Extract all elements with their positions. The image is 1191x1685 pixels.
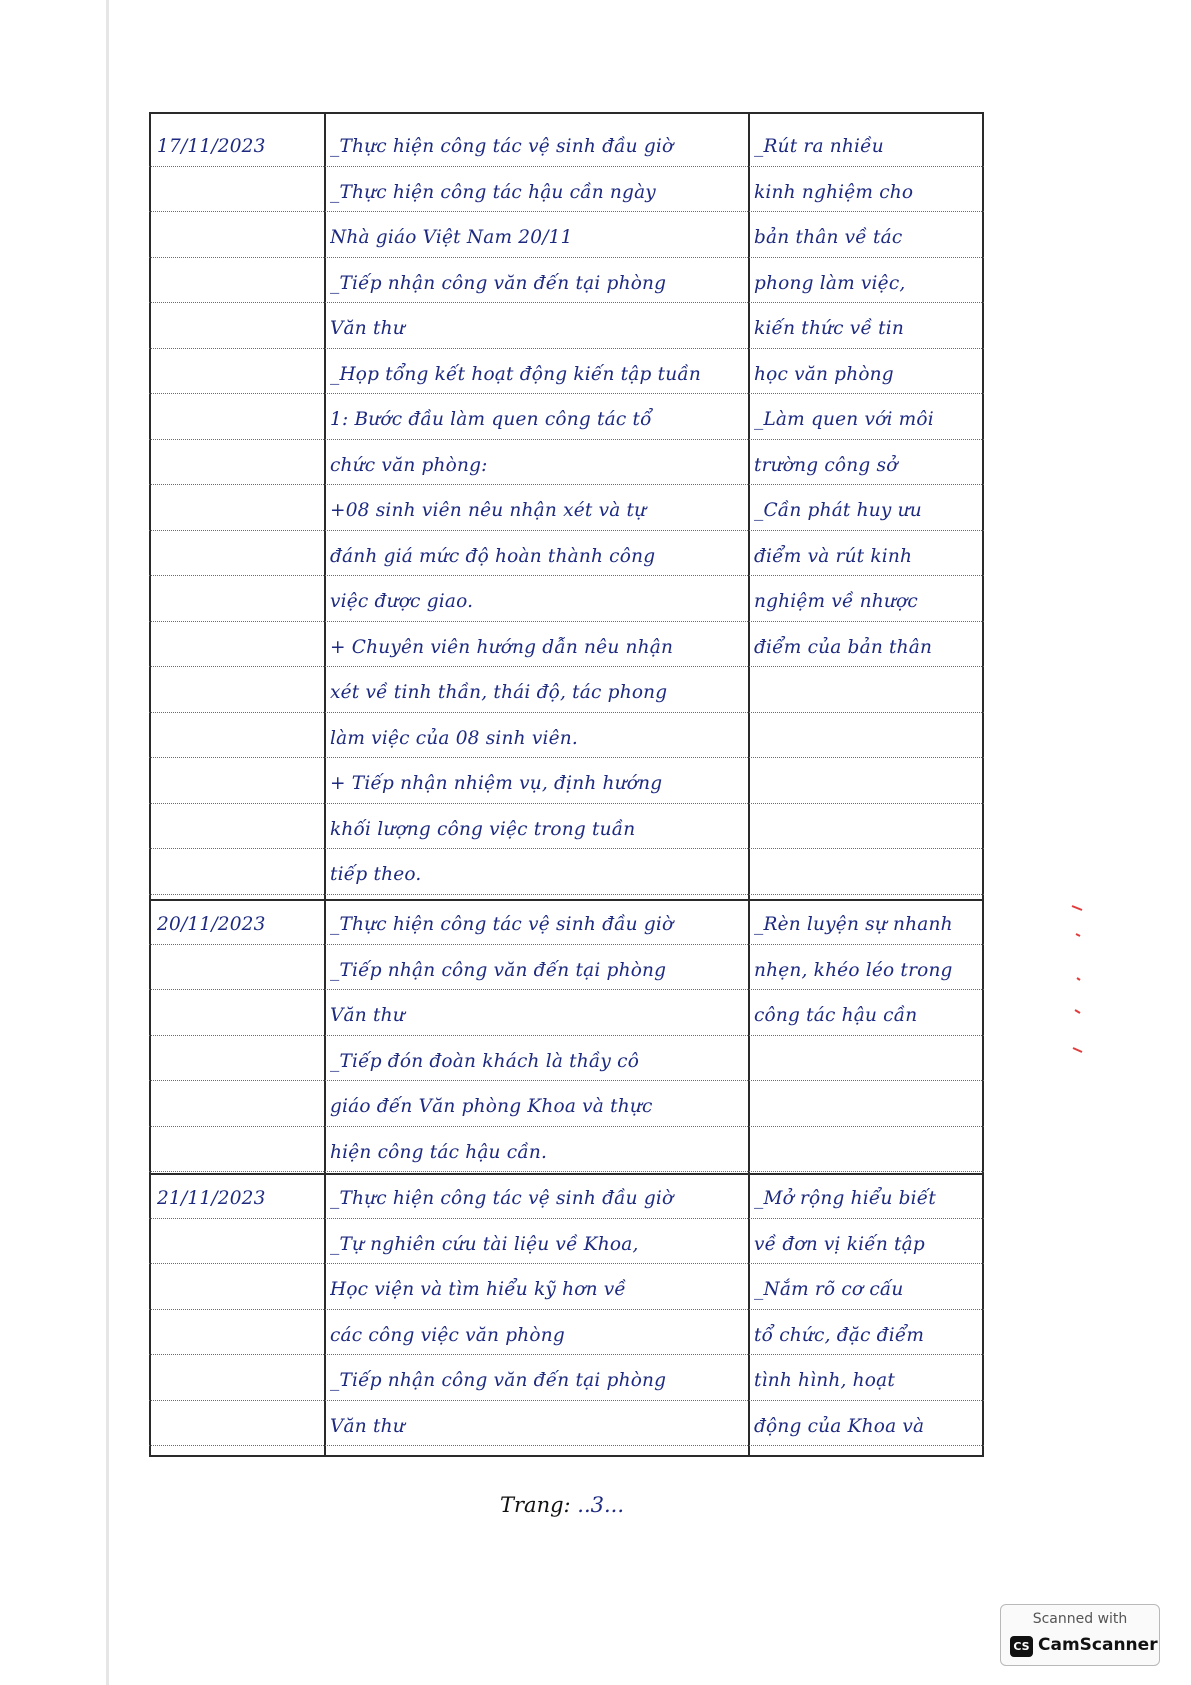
entry-activities: _Thực hiện công tác vệ sinh đầu giờ _Tự nghiên cứu tài liệu về Khoa, Học viện và tìm hiểu kỹ hơn về các công việc văn phòng _Tiếp nhận công văn đến tại phòng Văn thư bbox=[330, 1188, 674, 1437]
column-divider-date bbox=[324, 114, 326, 1455]
journal-table bbox=[149, 112, 984, 1457]
page-label: Trang: bbox=[500, 1493, 571, 1517]
table-border-right bbox=[982, 114, 984, 1455]
camscanner-badge bbox=[1000, 1604, 1160, 1666]
entry-results: _Rèn luyện sự nhanh nhẹn, khéo léo trong công tác hậu cần bbox=[754, 914, 953, 1026]
entry-date: 20/11/2023 bbox=[157, 914, 266, 935]
entry-date: 17/11/2023 bbox=[157, 136, 266, 157]
page-number bbox=[500, 1493, 700, 1517]
entry-results: _Mở rộng hiểu biết về đơn vị kiến tập _Nắm rõ cơ cấu tổ chức, đặc điểm tình hình, hoạt động của Khoa và bbox=[754, 1188, 937, 1437]
page-number-value: ..3... bbox=[577, 1493, 625, 1517]
entry-date: 21/11/2023 bbox=[157, 1188, 266, 1209]
badge-caption: Scanned with bbox=[1032, 1611, 1128, 1627]
red-ink-marks bbox=[1068, 900, 1088, 1100]
page-binding-edge bbox=[106, 0, 109, 1685]
entry-activities: _Thực hiện công tác vệ sinh đầu giờ _Thực hiện công tác hậu cần ngày Nhà giáo Việt Nam 20/11 _Tiếp nhận công văn đến tại phòng Văn thư _Họp tổng kết hoạt động kiến tập tuần 1: Bước đầu làm quen công tác tổ chức văn phòng: +08 sinh viên nêu nhận xét và tự đánh giá mức độ hoàn thành công việc được giao. + Chuyên viên hướng dẫn nêu nhận xét về tinh thần, thái độ, tác phong làm việc của 08 sinh viên. + Tiếp nhận nhiệm vụ, định hướng khối lượng công việc trong tuần tiếp theo. bbox=[330, 136, 702, 885]
entry-activities: _Thực hiện công tác vệ sinh đầu giờ _Tiếp nhận công văn đến tại phòng Văn thư _Tiếp đón đoàn khách là thầy cô giáo đến Văn phòng Khoa và thực hiện công tác hậu cần. bbox=[330, 914, 674, 1163]
column-divider-result bbox=[748, 114, 750, 1455]
entry-results: _Rút ra nhiều kinh nghiệm cho bản thân về tác phong làm việc, kiến thức về tin học văn phòng _Làm quen với môi trường công sở _Cần phát huy ưu điểm và rút kinh nghiệm về nhược điểm của bản thân bbox=[754, 136, 934, 658]
badge-brand: CamScanner bbox=[1038, 1635, 1158, 1655]
row-separator bbox=[149, 899, 984, 901]
table-border-left bbox=[149, 114, 151, 1455]
camscanner-logo-icon: CS bbox=[1010, 1636, 1033, 1657]
